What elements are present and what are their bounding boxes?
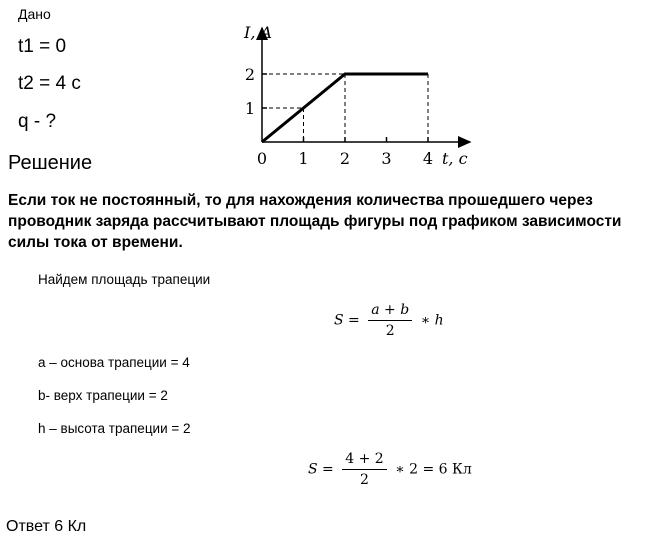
formula-denominator: 2 — [385, 323, 395, 339]
definition-b: b- верх трапеции = 2 — [38, 388, 168, 403]
formula-numerator: a + b — [368, 302, 412, 321]
trapezoid-intro: Найдем площадь трапеции — [38, 272, 211, 287]
x-tick-label-1: 1 — [298, 149, 309, 168]
given-t2: t2 = 4 с — [18, 73, 81, 94]
definition-h: h – высота трапеции = 2 — [38, 421, 191, 436]
calc-eq: = — [322, 461, 334, 478]
calc-fraction — [342, 451, 386, 488]
y-tick-label-1: 1 — [244, 99, 256, 118]
formula-fraction — [368, 302, 412, 339]
area-calculation — [308, 451, 472, 488]
x-tick-label-0: 0 — [256, 149, 268, 168]
area-formula — [334, 302, 444, 339]
y-tick-label-2: 2 — [244, 65, 256, 84]
answer-text: Ответ 6 Кл — [6, 518, 87, 535]
calc-tail: ∗ 2 = 6 Кл — [395, 461, 472, 478]
definition-a: a – основа трапеции = 4 — [38, 355, 190, 370]
x-tick-label-2: 2 — [339, 149, 351, 168]
formula-tail: ∗ h — [420, 312, 444, 329]
x-tick-label-3: 3 — [381, 149, 392, 168]
formula-lhs: S — [334, 312, 344, 329]
x-tick-label-4: 4 — [422, 149, 434, 168]
x-axis-label: t, c — [442, 149, 468, 168]
graph-guides — [262, 74, 428, 142]
explanation-text: Если ток не постоянный, то для нахождения количества прошедшего через проводник заряда рассчитывают площадь фигуры под графиком зависимости силы тока от времени. — [8, 192, 622, 251]
y-axis-label: I, A — [244, 23, 273, 42]
calc-denominator: 2 — [360, 472, 369, 488]
calc-numerator: 4 + 2 — [342, 451, 386, 470]
given-t1: t1 = 0 — [18, 36, 67, 57]
calc-lhs: S — [308, 461, 318, 478]
given-title: Дано — [18, 6, 51, 22]
given-q: q - ? — [18, 111, 57, 132]
solution-title: Решение — [8, 152, 93, 174]
formula-eq: = — [348, 312, 360, 329]
